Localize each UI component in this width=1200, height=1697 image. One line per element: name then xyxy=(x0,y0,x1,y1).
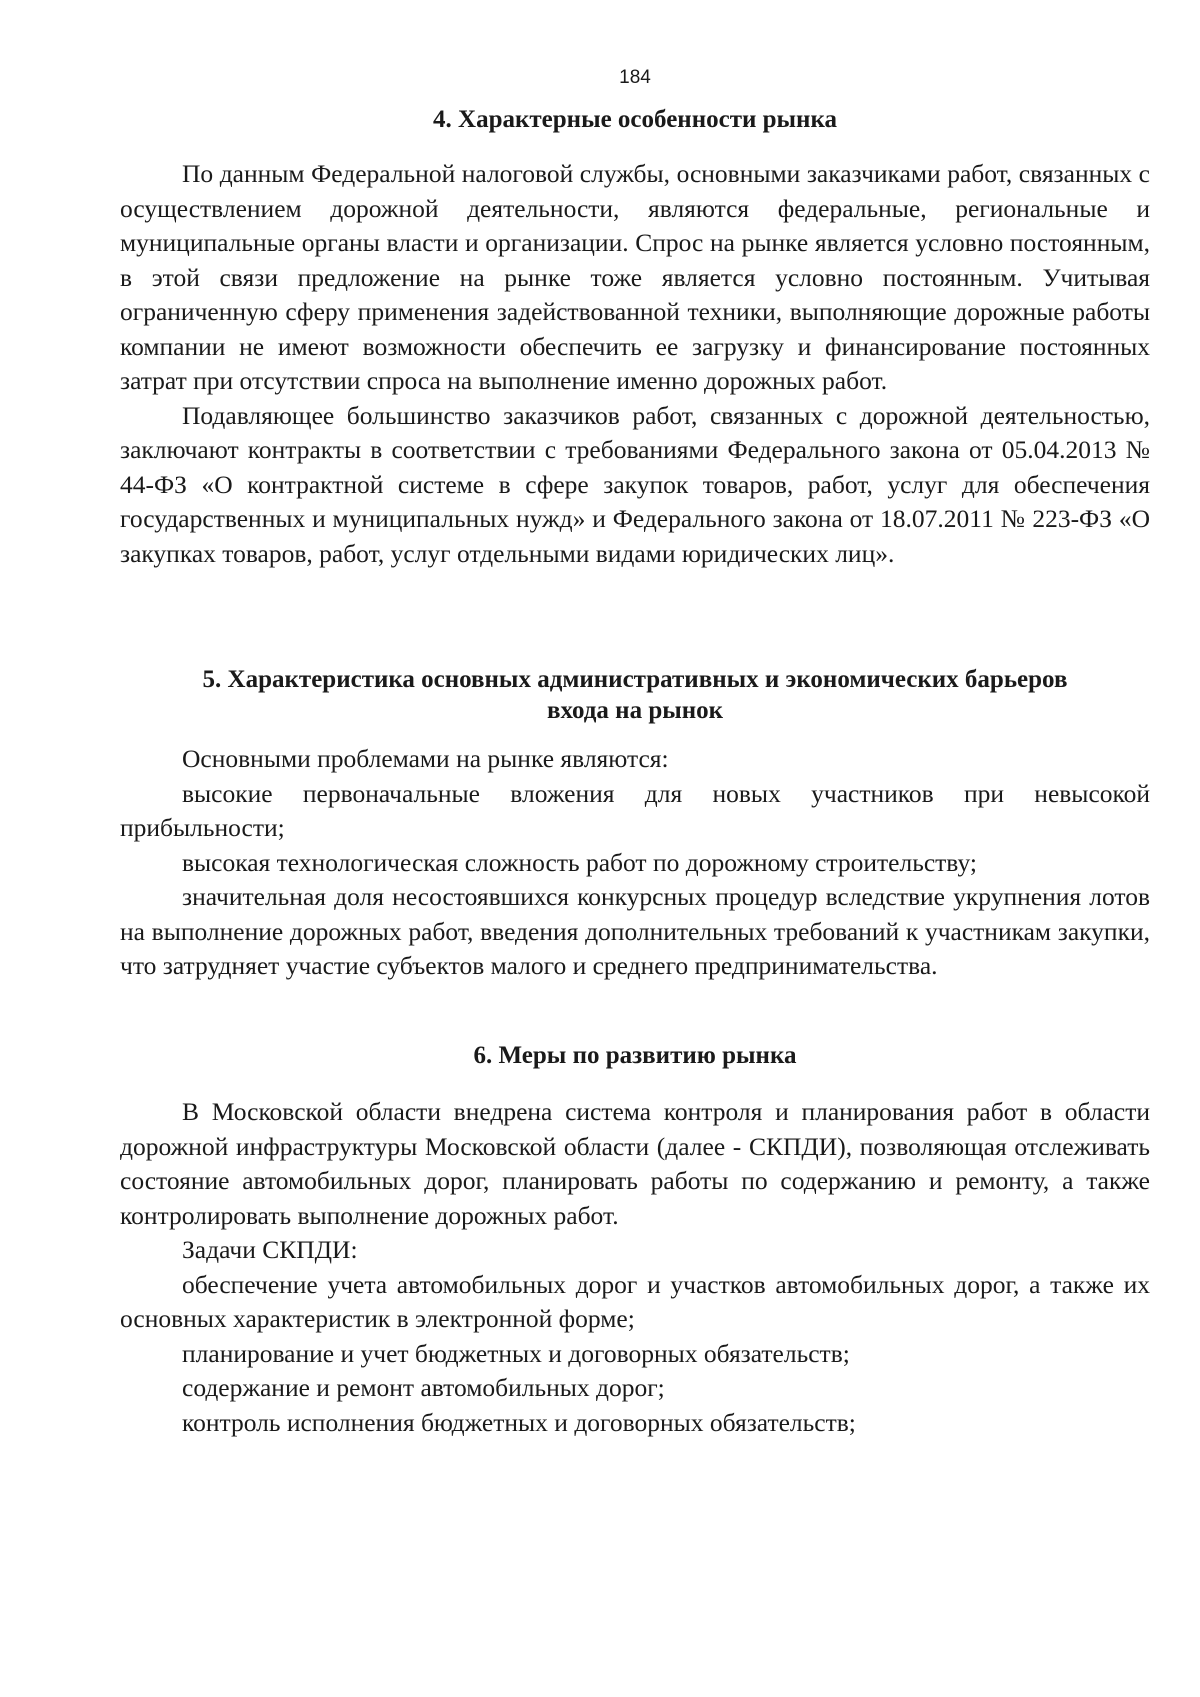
section-6-body xyxy=(120,1095,1150,1440)
page-number: 184 xyxy=(619,67,651,88)
paragraph: высокая технологическая сложность работ по дорожному строительству; xyxy=(182,847,977,877)
section-6-title: 6. Меры по развитию рынка xyxy=(473,1042,797,1069)
section-5-title-line-1: 5. Характеристика основных административных и экономических барьеров xyxy=(202,666,1068,693)
paragraph: значительная доля несостоявшихся конкурсных процедур вследствие укрупнения лотов на выполнение дорожных работ, введения дополнительных требований к участникам закупки, что затрудняет участие субъектов малого и среднего предпринимательства. xyxy=(120,882,1150,980)
section-5-body xyxy=(120,742,1150,984)
paragraph: Подавляющее большинство заказчиков работ, связанных с дорожной деятельностью, заключают контракты в соответствии с требованиями Федерального закона от 05.04.2013 № 44-ФЗ «О контрактной системе в сфере закупок товаров, работ, услуг для обеспечения государственных и муниципальных нужд» и Федерального закона от 18.07.2011 № 223-ФЗ «О закупках товаров, работ, услуг отдельными видами юридических лиц». xyxy=(120,400,1150,568)
paragraph: высокие первоначальные вложения для новых участников при невысокой прибыльности; xyxy=(120,778,1150,842)
paragraph: контроль исполнения бюджетных и договорных обязательств; xyxy=(182,1407,856,1437)
section-5-title-line-2: входа на рынок xyxy=(546,697,724,724)
section-4-body xyxy=(120,157,1150,571)
section-4-title: 4. Характерные особенности рынка xyxy=(433,106,837,133)
paragraph: Задачи СКПДИ: xyxy=(182,1235,358,1264)
paragraph: Основными проблемами на рынке являются: xyxy=(182,744,669,773)
paragraph: обеспечение учета автомобильных дорог и участков автомобильных дорог, а также их основных характеристик в электронной форме; xyxy=(120,1269,1150,1333)
section-5-title xyxy=(120,664,1150,726)
paragraph: содержание и ремонт автомобильных дорог; xyxy=(182,1373,665,1402)
paragraph: В Московской области внедрена система контроля и планирования работ в области дорожной инфраструктуры Московской области (далее - СКПДИ), позволяющая отслеживать состояние автомобильных дорог, планировать работы по содержанию и ремонту, а также контролировать выполнение дорожных работ. xyxy=(120,1097,1150,1230)
paragraph: планирование и учет бюджетных и договорных обязательств; xyxy=(182,1338,850,1368)
paragraph: По данным Федеральной налоговой службы, основными заказчиками работ, связанных с осуществлением дорожной деятельности, являются федеральные, региональные и муниципальные органы власти и организации. Спрос на рынке является условно постоянным, в этой связи предложение на рынке тоже является условно постоянным. Учитывая ограниченную сферу применения задействованной техники, выполняющие дорожные работы компании не имеют возможности обеспечить ее загрузку и финансирование постоянных затрат при отсутствии спроса на выполнение именно дорожных работ. xyxy=(120,159,1150,395)
